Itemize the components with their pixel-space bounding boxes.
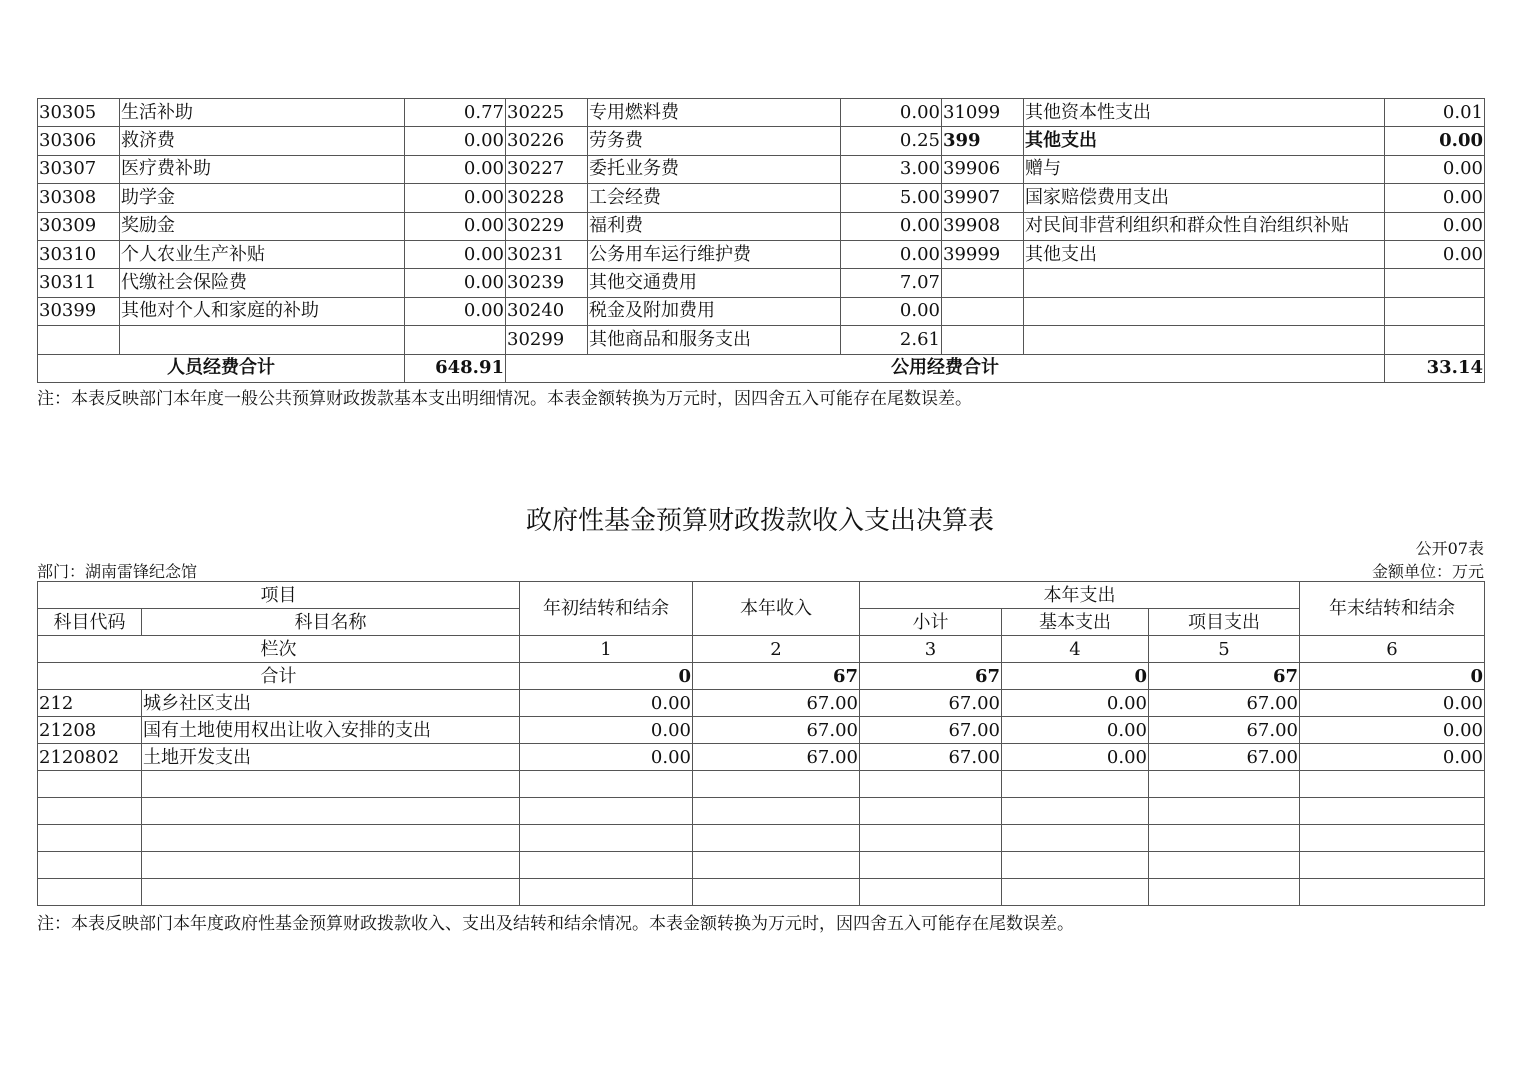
- amount-cell: 2.61: [841, 326, 942, 354]
- amount-cell: 67.00: [1149, 717, 1300, 744]
- code-cell: 30228: [506, 184, 588, 212]
- code-cell: 30231: [506, 240, 588, 268]
- personnel-total-label: 人员经费合计: [38, 354, 405, 382]
- amount-cell: 0.00: [1385, 155, 1485, 183]
- empty-cell: [38, 771, 142, 798]
- fund-budget-body: [38, 690, 1485, 906]
- header-expense: 本年支出: [860, 582, 1300, 609]
- note-fund-budget: 注：本表反映部门本年度政府性基金预算财政拨款收入、支出及结转和结余情况。本表金额转换为万元时，因四舍五入可能存在尾数误差。: [37, 914, 1074, 934]
- amount-cell: 67.00: [693, 717, 860, 744]
- amount-cell: 67.00: [1149, 690, 1300, 717]
- header-end-balance: 年末结转和结余: [1300, 582, 1485, 636]
- amount-cell: 0.00: [1385, 212, 1485, 240]
- amount-cell: 0.00: [1002, 717, 1149, 744]
- unit-label: 金额单位：万元: [1371, 562, 1484, 581]
- name-cell: 税金及附加费用: [588, 297, 841, 325]
- code-cell: 212: [38, 690, 142, 717]
- amount-cell: 67.00: [693, 690, 860, 717]
- header-basic: 基本支出: [1002, 609, 1149, 636]
- amount-cell: 0.00: [841, 240, 942, 268]
- code-cell: 39908: [942, 212, 1024, 240]
- code-cell: 39907: [942, 184, 1024, 212]
- name-cell: 其他对个人和家庭的补助: [120, 297, 405, 325]
- header-name: 科目名称: [142, 609, 520, 636]
- empty-cell: [1300, 771, 1485, 798]
- code-cell: 30311: [38, 269, 120, 297]
- fund-table-title: 政府性基金预算财政拨款收入支出决算表: [525, 506, 994, 536]
- amount-cell: 0.00: [1300, 717, 1485, 744]
- code-cell: 30309: [38, 212, 120, 240]
- empty-cell: [38, 825, 142, 852]
- empty-cell: [693, 798, 860, 825]
- column-number: 3: [860, 636, 1002, 663]
- amount-cell: 5.00: [841, 184, 942, 212]
- code-cell: [38, 326, 120, 354]
- note-basic-expenditure: 注：本表反映部门本年度一般公共预算财政拨款基本支出明细情况。本表金额转换为万元时，因四舍五入可能存在尾数误差。: [37, 389, 972, 409]
- column-number: 4: [1002, 636, 1149, 663]
- code-cell: 30305: [38, 99, 120, 127]
- total-value: 0: [520, 663, 693, 690]
- public-total-value: 33.14: [1385, 354, 1485, 382]
- amount-cell: 0.00: [405, 155, 506, 183]
- amount-cell: 0.00: [405, 297, 506, 325]
- code-cell: 30239: [506, 269, 588, 297]
- code-cell: 30399: [38, 297, 120, 325]
- code-cell: 30226: [506, 127, 588, 155]
- empty-cell: [1149, 825, 1300, 852]
- public-total-label: 公用经费合计: [506, 354, 1385, 382]
- amount-cell: 0.01: [1385, 99, 1485, 127]
- name-cell: [1024, 297, 1385, 325]
- column-number: 5: [1149, 636, 1300, 663]
- name-cell: 公务用车运行维护费: [588, 240, 841, 268]
- total-value: 0: [1300, 663, 1485, 690]
- total-value: 67: [1149, 663, 1300, 690]
- empty-cell: [693, 825, 860, 852]
- name-cell: 对民间非营利组织和群众性自治组织补贴: [1024, 212, 1385, 240]
- amount-cell: 0.00: [1002, 690, 1149, 717]
- code-cell: 2120802: [38, 744, 142, 771]
- name-cell: 劳务费: [588, 127, 841, 155]
- empty-cell: [693, 879, 860, 906]
- empty-cell: [1300, 798, 1485, 825]
- empty-cell: [860, 771, 1002, 798]
- amount-cell: 7.07: [841, 269, 942, 297]
- amount-cell: 67.00: [693, 744, 860, 771]
- column-number: 2: [693, 636, 860, 663]
- amount-cell: [405, 326, 506, 354]
- table-row: [38, 99, 1485, 127]
- name-cell: 其他商品和服务支出: [588, 326, 841, 354]
- name-cell: 救济费: [120, 127, 405, 155]
- empty-row: [38, 798, 1485, 825]
- empty-cell: [142, 825, 520, 852]
- table-row: [38, 717, 1485, 744]
- table-row: [38, 326, 1485, 354]
- amount-cell: 67.00: [860, 717, 1002, 744]
- amount-cell: 0.00: [405, 184, 506, 212]
- empty-cell: [1002, 879, 1149, 906]
- table-row: [38, 269, 1485, 297]
- table-row: [38, 127, 1485, 155]
- name-cell: 其他支出: [1024, 240, 1385, 268]
- empty-cell: [693, 852, 860, 879]
- amount-cell: 0.25: [841, 127, 942, 155]
- name-cell: 代缴社会保险费: [120, 269, 405, 297]
- code-cell: [942, 297, 1024, 325]
- empty-cell: [1149, 771, 1300, 798]
- empty-row: [38, 825, 1485, 852]
- empty-cell: [1149, 798, 1300, 825]
- name-cell: 福利费: [588, 212, 841, 240]
- table-row: [38, 690, 1485, 717]
- amount-cell: 0.00: [841, 212, 942, 240]
- empty-cell: [38, 798, 142, 825]
- code-cell: 21208: [38, 717, 142, 744]
- name-cell: 土地开发支出: [142, 744, 520, 771]
- total-row: [38, 663, 1485, 690]
- code-cell: [942, 326, 1024, 354]
- amount-cell: 0.00: [405, 127, 506, 155]
- total-value: 0: [1002, 663, 1149, 690]
- empty-row: [38, 879, 1485, 906]
- empty-cell: [142, 798, 520, 825]
- empty-cell: [860, 798, 1002, 825]
- amount-cell: 0.00: [1385, 184, 1485, 212]
- code-cell: 30308: [38, 184, 120, 212]
- name-cell: [120, 326, 405, 354]
- empty-cell: [142, 879, 520, 906]
- empty-cell: [1300, 879, 1485, 906]
- code-cell: 39906: [942, 155, 1024, 183]
- header-column-index: 栏次: [38, 636, 520, 663]
- header-project: 项目支出: [1149, 609, 1300, 636]
- name-cell: 奖励金: [120, 212, 405, 240]
- name-cell: 生活补助: [120, 99, 405, 127]
- name-cell: 其他支出: [1024, 127, 1385, 155]
- name-cell: 专用燃料费: [588, 99, 841, 127]
- name-cell: 委托业务费: [588, 155, 841, 183]
- amount-cell: 67.00: [860, 744, 1002, 771]
- name-cell: 国家赔偿费用支出: [1024, 184, 1385, 212]
- amount-cell: 0.00: [841, 99, 942, 127]
- code-cell: [942, 269, 1024, 297]
- empty-cell: [520, 879, 693, 906]
- amount-cell: 3.00: [841, 155, 942, 183]
- empty-cell: [1002, 852, 1149, 879]
- column-number-row: [38, 636, 1485, 663]
- name-cell: 城乡社区支出: [142, 690, 520, 717]
- table-row: [38, 155, 1485, 183]
- amount-cell: 0.00: [405, 269, 506, 297]
- empty-cell: [38, 852, 142, 879]
- code-cell: 30310: [38, 240, 120, 268]
- personnel-total-value: 648.91: [405, 354, 506, 382]
- table-row: [38, 184, 1485, 212]
- empty-cell: [520, 771, 693, 798]
- name-cell: 国有土地使用权出让收入安排的支出: [142, 717, 520, 744]
- totals-row: [38, 354, 1485, 382]
- name-cell: 助学金: [120, 184, 405, 212]
- header-code: 科目代码: [38, 609, 142, 636]
- name-cell: 医疗费补助: [120, 155, 405, 183]
- amount-cell: 0.00: [405, 212, 506, 240]
- empty-cell: [860, 852, 1002, 879]
- empty-cell: [520, 852, 693, 879]
- name-cell: [1024, 326, 1385, 354]
- empty-cell: [142, 852, 520, 879]
- empty-cell: [1300, 825, 1485, 852]
- amount-cell: 0.00: [1300, 744, 1485, 771]
- empty-cell: [860, 879, 1002, 906]
- total-value: 67: [860, 663, 1002, 690]
- header-item: 项目: [38, 582, 520, 609]
- amount-cell: [1385, 269, 1485, 297]
- amount-cell: [1385, 326, 1485, 354]
- code-cell: 30240: [506, 297, 588, 325]
- code-cell: 30227: [506, 155, 588, 183]
- basic-expenditure-table: [37, 98, 1485, 383]
- basic-expenditure-body: [38, 99, 1485, 355]
- empty-cell: [520, 825, 693, 852]
- empty-cell: [142, 771, 520, 798]
- amount-cell: 0.00: [841, 297, 942, 325]
- table-row: [38, 212, 1485, 240]
- empty-cell: [860, 825, 1002, 852]
- column-number: 6: [1300, 636, 1485, 663]
- amount-cell: 0.00: [520, 717, 693, 744]
- name-cell: 其他交通费用: [588, 269, 841, 297]
- amount-cell: 0.77: [405, 99, 506, 127]
- table-row: [38, 744, 1485, 771]
- empty-cell: [693, 771, 860, 798]
- empty-cell: [1149, 879, 1300, 906]
- amount-cell: 67.00: [1149, 744, 1300, 771]
- empty-cell: [38, 879, 142, 906]
- total-value: 67: [693, 663, 860, 690]
- empty-cell: [1002, 825, 1149, 852]
- name-cell: [1024, 269, 1385, 297]
- amount-cell: [1385, 297, 1485, 325]
- header-row-1: [38, 582, 1485, 609]
- total-label: 合计: [38, 663, 520, 690]
- empty-row: [38, 852, 1485, 879]
- amount-cell: 0.00: [1300, 690, 1485, 717]
- header-subtotal: 小计: [860, 609, 1002, 636]
- code-cell: 30307: [38, 155, 120, 183]
- name-cell: 赠与: [1024, 155, 1385, 183]
- code-cell: 31099: [942, 99, 1024, 127]
- empty-cell: [1149, 852, 1300, 879]
- table-row: [38, 240, 1485, 268]
- column-number: 1: [520, 636, 693, 663]
- name-cell: 工会经费: [588, 184, 841, 212]
- code-cell: 30306: [38, 127, 120, 155]
- code-cell: 39999: [942, 240, 1024, 268]
- code-cell: 30299: [506, 326, 588, 354]
- code-cell: 399: [942, 127, 1024, 155]
- empty-row: [38, 771, 1485, 798]
- fund-budget-table: [37, 581, 1485, 906]
- code-cell: 30225: [506, 99, 588, 127]
- table-row: [38, 297, 1485, 325]
- amount-cell: 0.00: [1002, 744, 1149, 771]
- amount-cell: 0.00: [405, 240, 506, 268]
- code-cell: 30229: [506, 212, 588, 240]
- header-begin-balance: 年初结转和结余: [520, 582, 693, 636]
- amount-cell: 0.00: [520, 690, 693, 717]
- form-number: 公开07表: [1415, 539, 1484, 558]
- department-label: 部门：湖南雷锋纪念馆: [37, 562, 198, 581]
- amount-cell: 0.00: [1385, 240, 1485, 268]
- amount-cell: 0.00: [1385, 127, 1485, 155]
- amount-cell: 0.00: [520, 744, 693, 771]
- empty-cell: [1002, 798, 1149, 825]
- header-income: 本年收入: [693, 582, 860, 636]
- empty-cell: [520, 798, 693, 825]
- name-cell: 其他资本性支出: [1024, 99, 1385, 127]
- amount-cell: 67.00: [860, 690, 1002, 717]
- empty-cell: [1002, 771, 1149, 798]
- empty-cell: [1300, 852, 1485, 879]
- name-cell: 个人农业生产补贴: [120, 240, 405, 268]
